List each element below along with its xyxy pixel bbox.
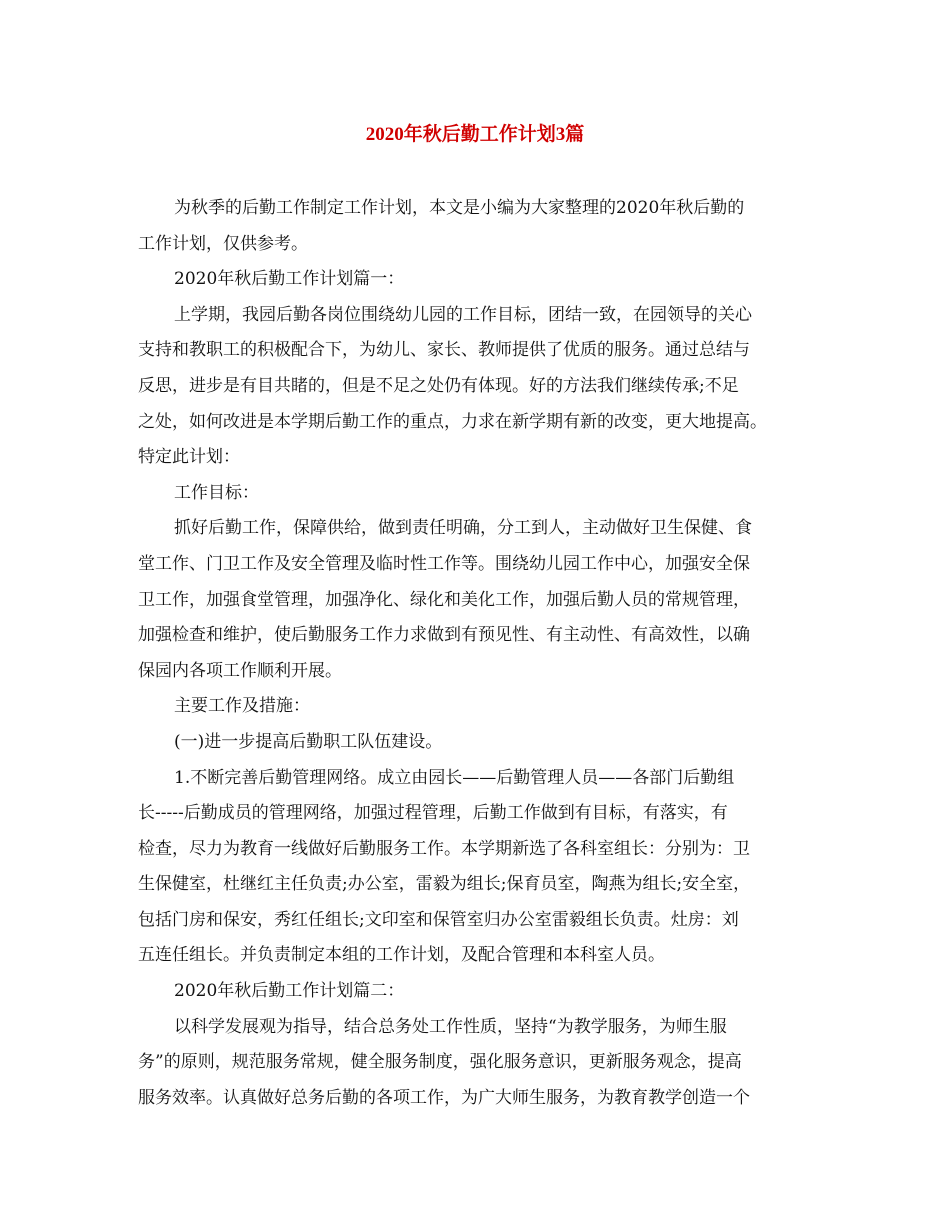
paragraph-line: 检查，尽力为教育一线做好后勤服务工作。本学期新选了各科室组长：分别为：卫 [138, 838, 750, 859]
paragraph-line: 卫工作，加强食堂管理，加强净化、绿化和美化工作，加强后勤人员的常规管理， [138, 589, 750, 610]
paragraph-line: 支持和教职工的积极配合下，为幼儿、家长、教师提供了优质的服务。通过总结与 [138, 340, 750, 361]
section-heading: 2020年秋后勤工作计划篇一： [174, 269, 405, 290]
paragraph-line: 服务效率。认真做好总务后勤的各项工作，为广大师生服务，为教育教学创造一个 [138, 1087, 750, 1108]
paragraph-line: 包括门房和保安，秀红任组长;文印室和保管室归办公室雷毅组长负责。灶房：刘 [138, 909, 739, 930]
paragraph-line: 保园内各项工作顺利开展。 [138, 660, 342, 681]
paragraph-line: 反思，进步是有目共睹的，但是不足之处仍有体现。好的方法我们继续传承;不足 [138, 375, 739, 396]
paragraph-line: 以科学发展观为指导，结合总务处工作性质，坚持“为教学服务，为师生服 [174, 1016, 727, 1037]
section-heading: 主要工作及措施： [174, 696, 310, 717]
paragraph-line: 生保健室，杜继红主任负责;办公室，雷毅为组长;保育员室，陶燕为组长;安全室， [138, 874, 751, 895]
paragraph-line: 抓好后勤工作，保障供给，做到责任明确，分工到人，主动做好卫生保健、食 [174, 518, 752, 539]
subsection-heading: (一)进一步提高后勤职工队伍建设。 [174, 731, 443, 752]
paragraph-line: 为秋季的后勤工作制定工作计划，本文是小编为大家整理的2020年秋后勤的 [174, 198, 745, 218]
paragraph-line: 之处，如何改进是本学期后勤工作的重点，力求在新学期有新的改变，更大地提高。 [138, 411, 767, 432]
paragraph-line: 1.不断完善后勤管理网络。成立由园长——后勤管理人员——各部门后勤组 [174, 767, 735, 788]
document-title: 2020年秋后勤工作计划3篇 [365, 124, 585, 145]
paragraph-line: 堂工作、门卫工作及安全管理及临时性工作等。围绕幼儿园工作中心，加强安全保 [138, 553, 750, 574]
paragraph-line: 工作计划，仅供参考。 [138, 233, 308, 254]
paragraph-line: 五连任组长。并负责制定本组的工作计划，及配合管理和本科室人员。 [138, 945, 665, 966]
paragraph-line: 长-----后勤成员的管理网络，加强过程管理，后勤工作做到有目标，有落实，有 [138, 803, 728, 824]
paragraph-line: 特定此计划： [138, 447, 240, 468]
paragraph-line: 加强检查和维护，使后勤服务工作力求做到有预见性、有主动性、有高效性，以确 [138, 625, 750, 646]
paragraph-line: 务”的原则，规范服务常规，健全服务制度，强化服务意识，更新服务观念，提高 [138, 1052, 742, 1073]
section-heading: 2020年秋后勤工作计划篇二： [174, 981, 405, 1002]
section-heading: 工作目标： [174, 482, 259, 503]
paragraph-line: 上学期，我园后勤各岗位围绕幼儿园的工作目标，团结一致，在园领导的关心 [174, 304, 752, 325]
document-body [138, 191, 828, 1116]
